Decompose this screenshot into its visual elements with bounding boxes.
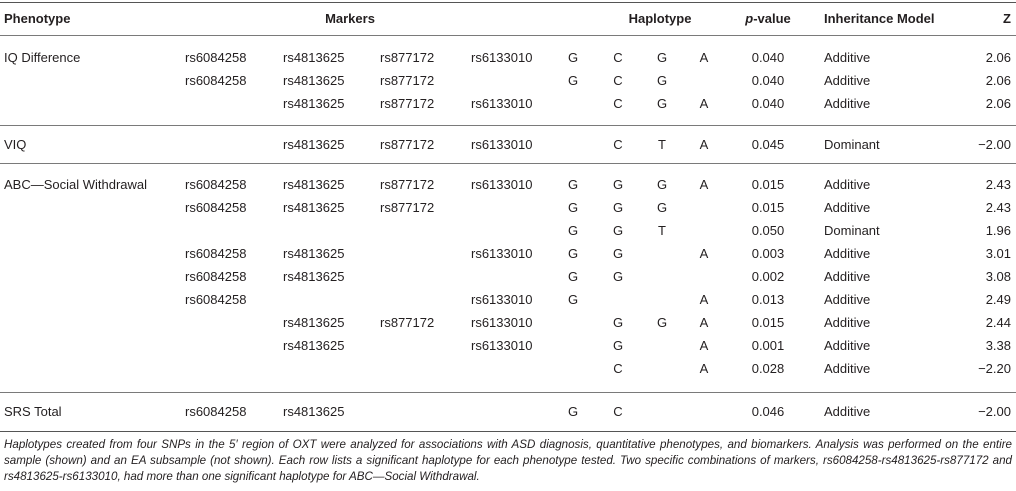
cell-m4: rs6133010 [471,50,533,65]
cell-h2: G [612,200,624,215]
cell-m3: rs877172 [380,50,435,65]
cell-p: 0.045 [751,137,785,152]
cell-p: 0.046 [751,404,785,419]
cell-m4: rs6133010 [471,292,533,307]
cell-z: 2.49 [985,292,1011,307]
cell-model: Additive [824,96,871,111]
cell-h3: G [656,50,668,65]
cell-z: −2.00 [978,404,1011,419]
cell-m2: rs4813625 [283,338,345,353]
cell-h4: A [699,292,709,307]
cell-h3: G [656,73,668,88]
cell-p: 0.050 [751,223,785,238]
cell-m1: rs6084258 [185,177,247,192]
cell-m2: rs4813625 [283,137,345,152]
cell-h4: A [699,96,709,111]
cell-z: −2.00 [978,137,1011,152]
cell-model: Additive [824,50,871,65]
cell-m1: rs6084258 [185,246,247,261]
cell-h1: G [567,223,579,238]
cell-z: 2.44 [985,315,1011,330]
cell-m3: rs877172 [380,315,435,330]
header-haplotype: Haplotype [628,11,692,26]
cell-m2: rs4813625 [283,50,345,65]
cell-h3: T [658,137,666,152]
table-footnote: Haplotypes created from four SNPs in the 5′ region of OXT were analyzed for associations with ASD diagnosis, quantitative phenotypes, and biomarkers. Analysis was performed on the entire sample (shown) and an EA subsample (not shown). Each row lists a significant haplotype for each phenotype tested. Two specific combinations of markers, rs6084258-rs4813625-rs877172 and rs4813625-rs6133010, had more than one significant haplotype for ABC—Social Withdrawal. [4,438,1012,483]
cell-z: 2.06 [985,73,1011,88]
cell-p: 0.013 [751,292,785,307]
cell-h4: A [699,50,709,65]
header-inheritance-model: Inheritance Model [824,11,935,26]
cell-z: 3.01 [985,246,1011,261]
cell-model: Additive [824,246,871,261]
cell-model: Additive [824,73,871,88]
table-bottom-rule [0,431,1016,432]
cell-p: 0.040 [751,96,785,111]
cell-h1: G [567,404,579,419]
cell-m3: rs877172 [380,96,435,111]
cell-p: 0.003 [751,246,785,261]
cell-h4: A [699,177,709,192]
cell-p: 0.015 [751,200,785,215]
cell-phenotype: IQ Difference [4,50,81,65]
cell-h2: G [612,269,624,284]
header-p-rest: -value [753,11,791,26]
cell-h3: G [656,200,668,215]
cell-m1: rs6084258 [185,404,247,419]
cell-h4: A [699,361,709,376]
cell-m4: rs6133010 [471,315,533,330]
cell-p: 0.001 [751,338,785,353]
cell-model: Dominant [824,223,880,238]
cell-h3: G [656,177,668,192]
cell-h1: G [567,50,579,65]
header-p-value [728,11,808,27]
cell-h1: G [567,269,579,284]
cell-h4: A [699,338,709,353]
cell-h1: G [567,73,579,88]
cell-m2: rs4813625 [283,200,345,215]
cell-m2: rs4813625 [283,73,345,88]
cell-m2: rs4813625 [283,404,345,419]
cell-model: Additive [824,315,871,330]
cell-h3: G [656,96,668,111]
cell-m3: rs877172 [380,177,435,192]
cell-h4: A [699,246,709,261]
cell-m4: rs6133010 [471,246,533,261]
cell-h1: G [567,292,579,307]
cell-h2: G [612,177,624,192]
cell-p: 0.040 [751,50,785,65]
cell-p: 0.028 [751,361,785,376]
cell-model: Additive [824,269,871,284]
cell-h2: C [613,96,623,111]
cell-m1: rs6084258 [185,292,247,307]
group-rule [0,392,1016,393]
cell-m3: rs877172 [380,73,435,88]
cell-model: Additive [824,200,871,215]
cell-model: Additive [824,292,871,307]
cell-m1: rs6084258 [185,200,247,215]
cell-h2: C [613,50,623,65]
cell-phenotype: SRS Total [4,404,62,419]
cell-h1: G [567,200,579,215]
cell-model: Additive [824,177,871,192]
cell-h1: G [567,246,579,261]
cell-phenotype: VIQ [4,137,27,152]
cell-h2: C [613,73,623,88]
cell-m2: rs4813625 [283,177,345,192]
cell-m1: rs6084258 [185,73,247,88]
cell-m3: rs877172 [380,137,435,152]
cell-z: −2.20 [978,361,1011,376]
group-rule [0,163,1016,164]
group-rule [0,125,1016,126]
cell-z: 2.06 [985,96,1011,111]
cell-model: Additive [824,361,871,376]
cell-m2: rs4813625 [283,269,345,284]
cell-h2: C [613,404,623,419]
cell-model: Additive [824,404,871,419]
cell-p: 0.002 [751,269,785,284]
cell-z: 2.43 [985,200,1011,215]
cell-m1: rs6084258 [185,50,247,65]
cell-m2: rs4813625 [283,246,345,261]
cell-m4: rs6133010 [471,137,533,152]
cell-z: 2.06 [985,50,1011,65]
cell-model: Dominant [824,137,880,152]
cell-h4: A [699,315,709,330]
cell-z: 1.96 [985,223,1011,238]
table-top-rule [0,2,1016,3]
cell-m2: rs4813625 [283,315,345,330]
cell-m4: rs6133010 [471,96,533,111]
header-phenotype: Phenotype [4,11,71,26]
cell-h4: A [699,137,709,152]
header-rule [0,35,1016,36]
cell-h1: G [567,177,579,192]
cell-p: 0.015 [751,177,785,192]
cell-h2: G [612,223,624,238]
cell-model: Additive [824,338,871,353]
header-p-italic: p [745,11,754,26]
cell-phenotype: ABC—Social Withdrawal [4,177,148,192]
cell-m4: rs6133010 [471,177,533,192]
cell-m1: rs6084258 [185,269,247,284]
header-z: Z [1003,11,1011,26]
cell-z: 3.08 [985,269,1011,284]
cell-h2: C [613,137,623,152]
cell-m2: rs4813625 [283,96,345,111]
cell-p: 0.015 [751,315,785,330]
cell-m4: rs6133010 [471,338,533,353]
cell-z: 3.38 [985,338,1011,353]
header-markers: Markers [325,11,375,26]
cell-h3: T [658,223,666,238]
cell-h3: G [656,315,668,330]
cell-h2: C [613,361,623,376]
cell-h2: G [612,246,624,261]
cell-h2: G [612,338,624,353]
cell-p: 0.040 [751,73,785,88]
cell-h2: G [612,315,624,330]
cell-m3: rs877172 [380,200,435,215]
cell-z: 2.43 [985,177,1011,192]
